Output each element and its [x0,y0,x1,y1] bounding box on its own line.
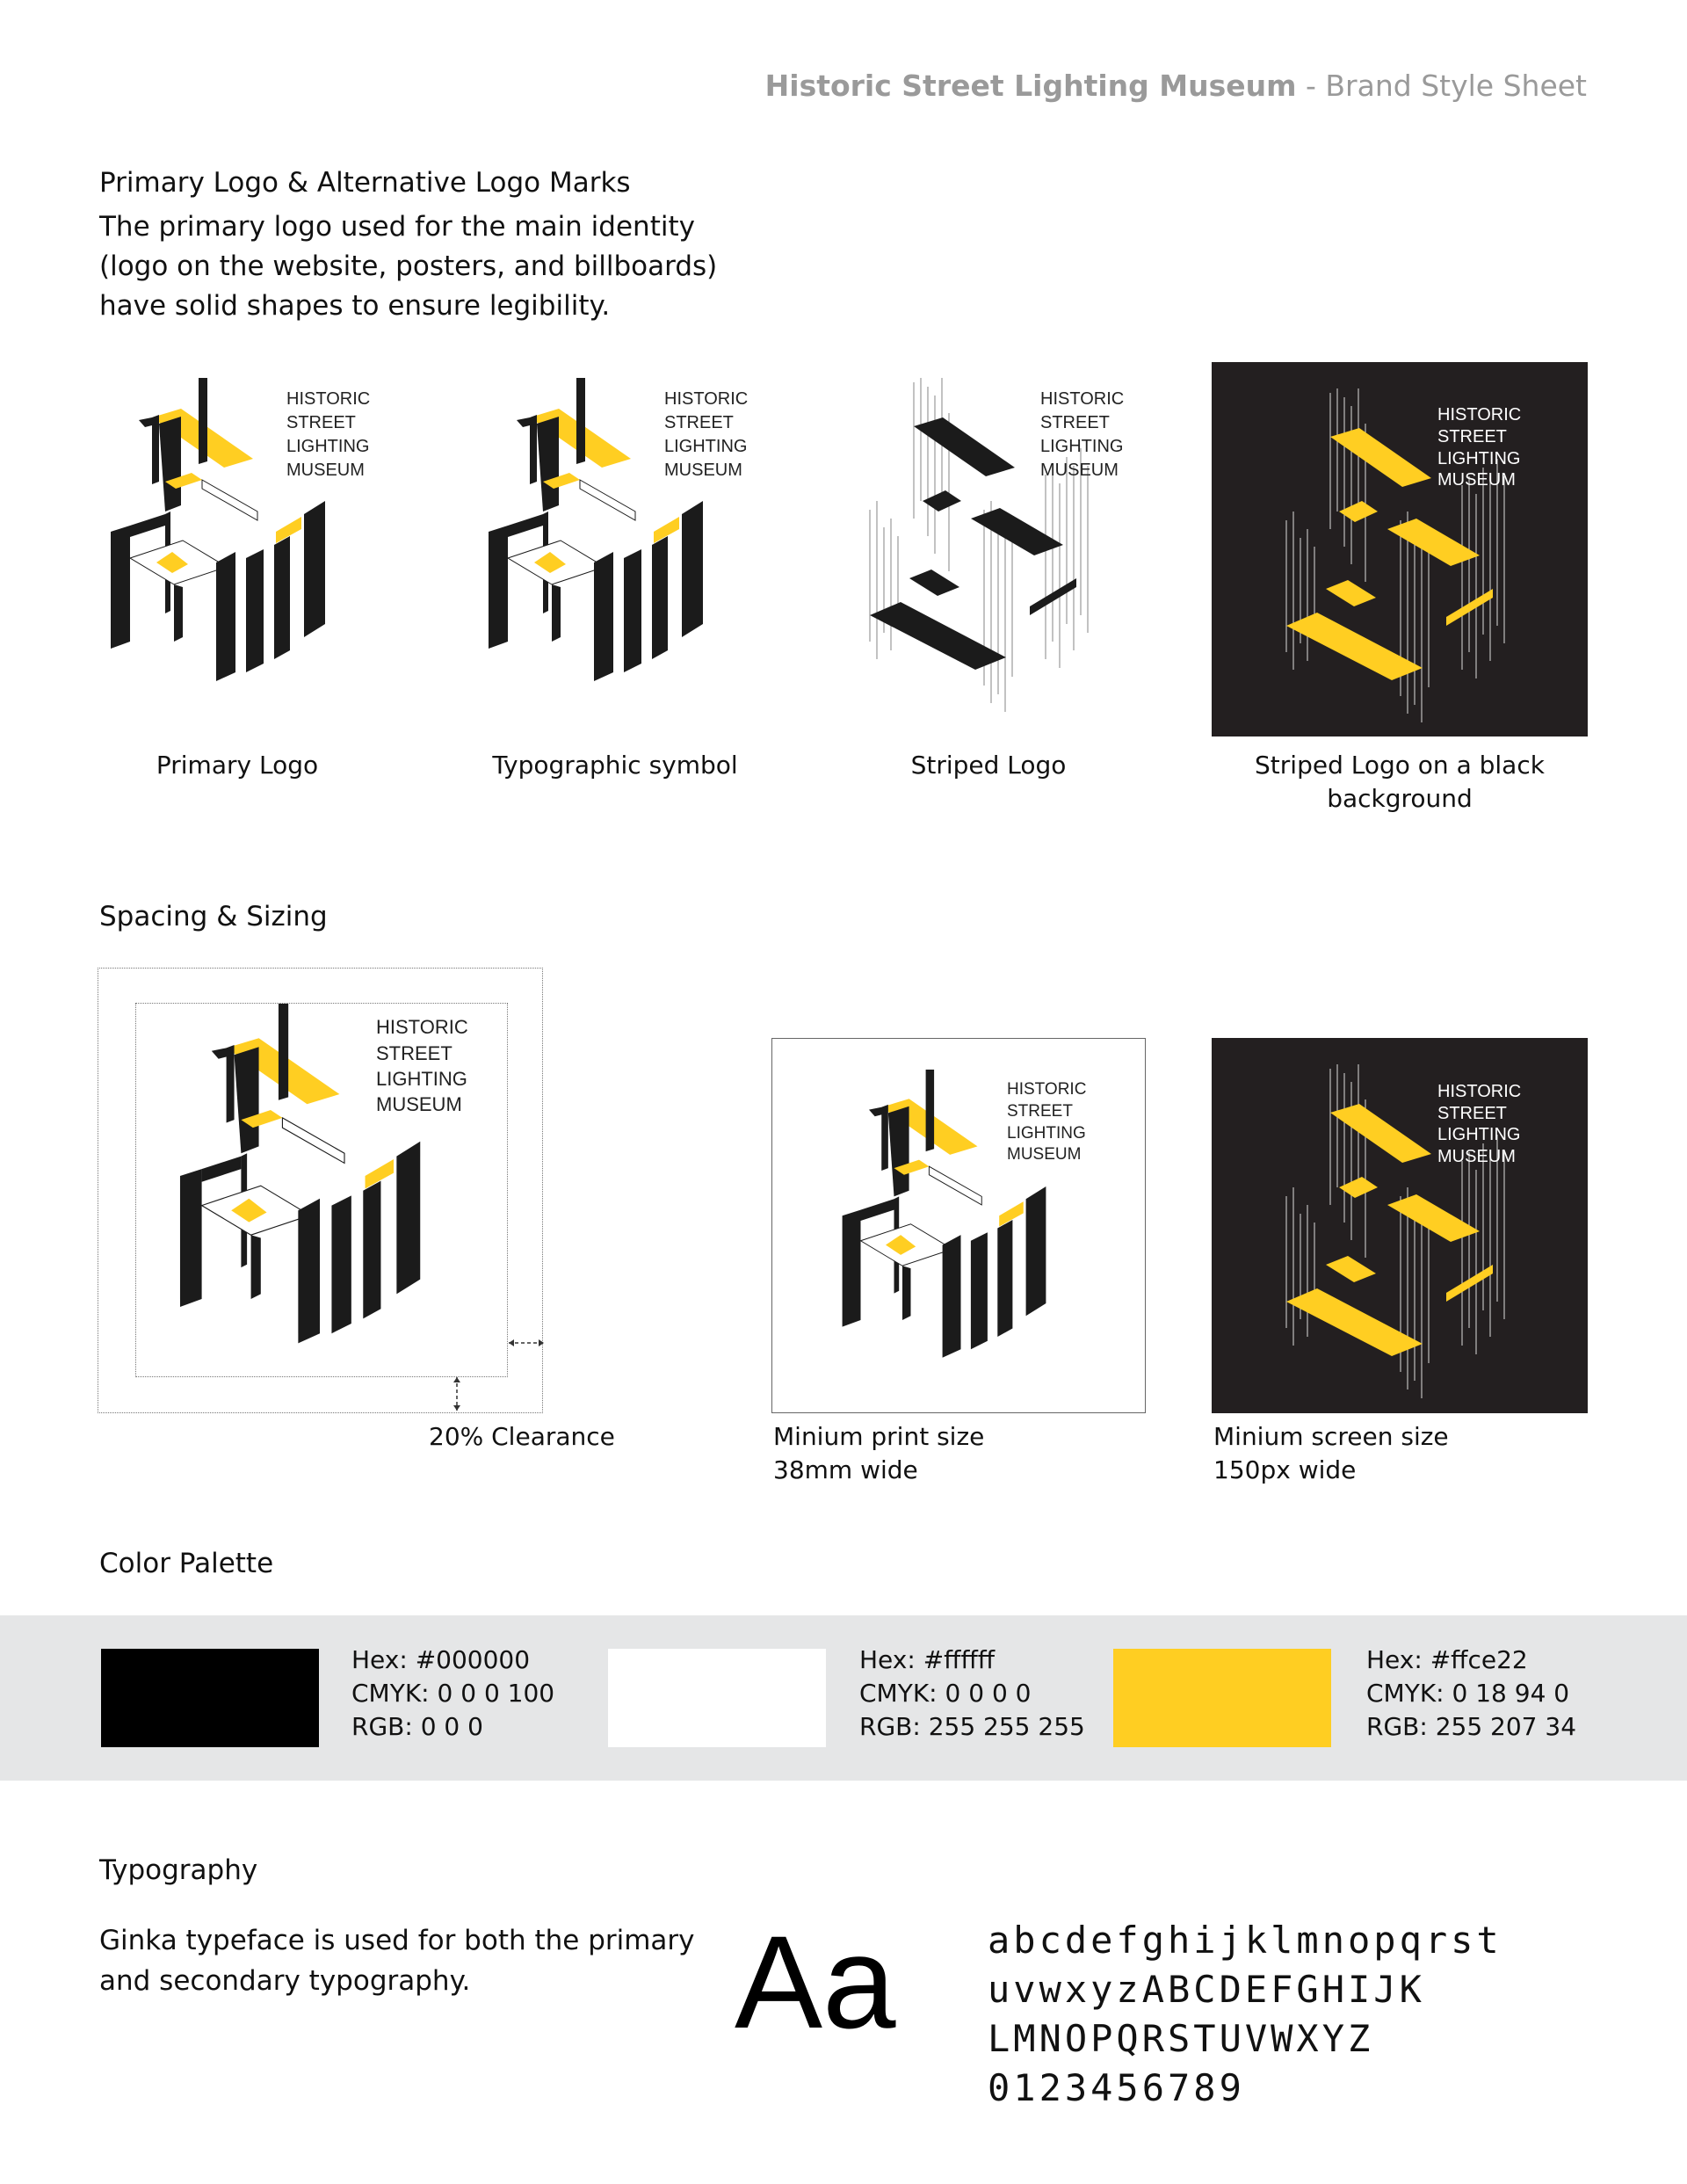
color-rgb: RGB: 255 255 255 [859,1712,1085,1741]
color-cmyk: CMYK: 0 0 0 100 [351,1679,555,1708]
typeface-alphabet [988,1916,1502,2113]
alphabet-line: uvwxyzABCDEFGHIJK [988,1968,1425,2011]
print-size-box [771,1038,1146,1413]
striped-logo [861,378,1151,721]
color-info-black [351,1643,554,1744]
caption-line: 38mm wide [773,1455,918,1484]
description-line: (logo on the website, posters, and billboards) [99,250,718,282]
color-hex: Hex: #000000 [351,1645,531,1674]
logo-wordmark-line: HISTORIC [664,389,749,409]
logo-wordmark-line: MUSEUM [664,461,742,480]
clearance-vertical-arrow [448,1374,466,1418]
caption-line: Minium screen size [1213,1422,1449,1451]
logo-wordmark-line: LIGHTING [376,1068,467,1090]
sheet-title: Brand Style Sheet [1325,69,1587,103]
color-rgb: RGB: 255 207 34 [1366,1712,1577,1741]
color-swatch-white [608,1649,826,1747]
caption-line: background [1327,784,1473,813]
clearance-arrows [505,1334,549,1422]
striped-logo-black-caption [1224,749,1575,816]
logo-wordmark-line: LIGHTING [1437,449,1521,468]
logo-wordmark-line: LIGHTING [1007,1124,1086,1143]
description-line: The primary logo used for the main identity [99,211,695,243]
logo-wordmark-line: HISTORIC [1437,405,1522,424]
logo-wordmark-line: HISTORIC [376,1016,468,1038]
striped-logo-on-black [1278,388,1568,731]
typeface-specimen-large: Aa [735,1908,896,2056]
logo-wordmark-line: HISTORIC [286,389,371,409]
color-rgb: RGB: 0 0 0 [351,1712,483,1741]
logo-wordmark-line: HISTORIC [1437,1082,1522,1101]
color-swatch-black [101,1649,319,1747]
palette-section-title: Color Palette [99,1548,274,1579]
color-cmyk: CMYK: 0 18 94 0 [1366,1679,1570,1708]
logo-wordmark-line: LIGHTING [664,437,748,456]
logo-wordmark-line: LIGHTING [1437,1125,1521,1144]
clearance-logo [172,1004,468,1346]
striped-logo-black-panel [1212,362,1588,736]
caption-line: Minium print size [773,1422,985,1451]
logo-section-title: Primary Logo & Alternative Logo Marks [99,167,631,199]
print-size-logo [836,1070,1126,1412]
typographic-symbol-caption: Typographic symbol [492,751,738,780]
color-hex: Hex: #ffce22 [1366,1645,1528,1674]
caption-line: 150px wide [1213,1455,1357,1484]
logo-wordmark-line: HISTORIC [1007,1080,1087,1099]
typography-section-title: Typography [99,1854,258,1886]
page-header [765,69,1587,103]
clearance-caption: 20% Clearance [429,1422,615,1451]
alphabet-line: LMNOPQRSTUVWXYZ [988,2017,1374,2060]
logo-wordmark-line: LIGHTING [1040,437,1124,456]
typographic-symbol-logo [481,378,771,721]
logo-wordmark-line: MUSEUM [1437,1147,1516,1166]
logo-wordmark-line: LIGHTING [286,437,370,456]
screen-size-caption [1213,1420,1449,1487]
screen-size-panel [1212,1038,1588,1413]
color-info-white [859,1643,1085,1744]
logo-wordmark-line: STREET [286,413,356,432]
alphabet-line: abcdefghijklmnopqrst [988,1919,1502,1962]
color-cmyk: CMYK: 0 0 0 0 [859,1679,1032,1708]
screen-size-logo [1278,1064,1568,1407]
caption-line: Striped Logo on a black [1255,751,1545,780]
color-swatch-yellow [1113,1649,1331,1747]
header-separator: - [1296,69,1326,103]
spacing-section-title: Spacing & Sizing [99,901,328,932]
logo-wordmark-line: MUSEUM [376,1093,462,1115]
logo-wordmark-line: MUSEUM [1437,470,1516,490]
logo-section-description [99,207,767,326]
logo-wordmark-line: MUSEUM [1040,461,1119,480]
primary-logo [104,378,394,721]
museum-name: Historic Street Lighting Museum [764,69,1297,103]
color-info-yellow [1366,1643,1576,1744]
logo-wordmark-line: STREET [1007,1102,1073,1121]
description-line: Ginka typeface is used for both the primary [99,1925,695,1956]
logo-wordmark-line: STREET [664,413,734,432]
color-hex: Hex: #ffffff [859,1645,996,1674]
striped-logo-caption: Striped Logo [910,751,1067,780]
logo-wordmark-line: STREET [1040,413,1110,432]
logo-wordmark-line: MUSEUM [286,461,365,480]
description-line: have solid shapes to ensure legibility. [99,290,611,322]
print-size-caption [773,1420,984,1487]
logo-wordmark-line: MUSEUM [1007,1145,1082,1164]
logo-wordmark-line: STREET [1437,427,1507,446]
description-line: and secondary typography. [99,1965,471,1997]
logo-wordmark-line: STREET [376,1042,453,1064]
logo-wordmark-line: STREET [1437,1104,1507,1123]
primary-logo-caption: Primary Logo [156,751,319,780]
logo-wordmark-line: HISTORIC [1040,389,1125,409]
typography-description [99,1920,697,2001]
alphabet-line: 0123456789 [988,2066,1245,2109]
